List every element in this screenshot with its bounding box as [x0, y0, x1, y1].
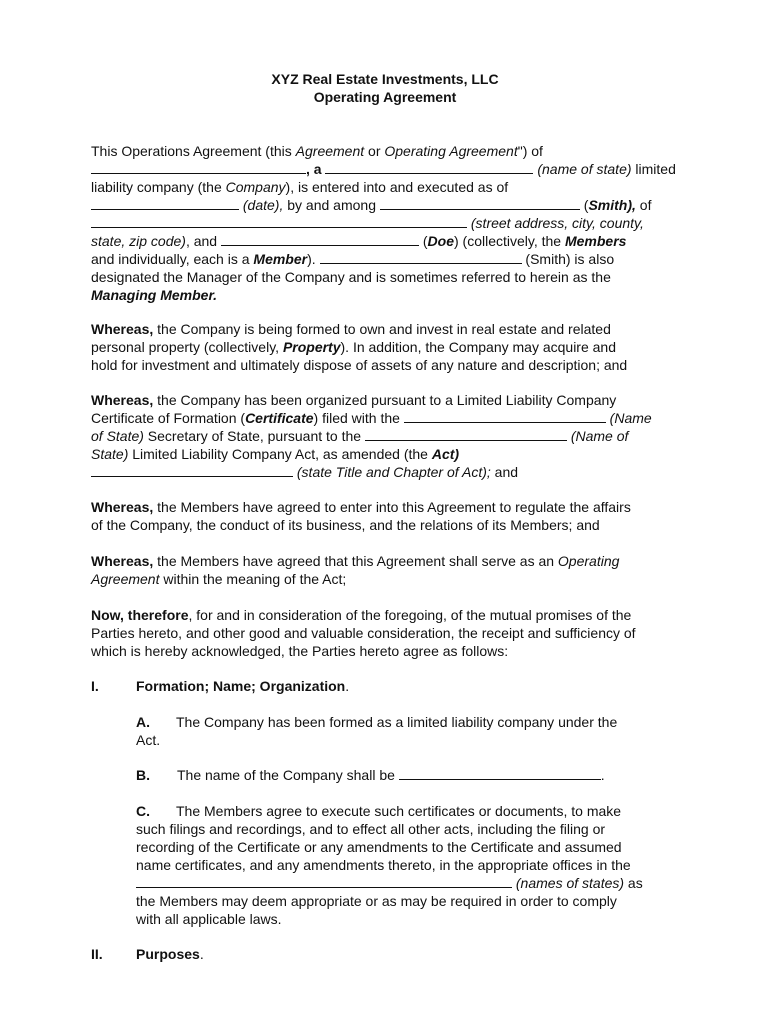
intro-line-1: This Operations Agreement (this Agreement or Operating Agreement") of [91, 143, 543, 159]
whereas4-line-1: Whereas, the Members have agreed that this Agreement shall serve as an Operating [91, 553, 620, 569]
intro-line-5: (street address, city, county, [91, 214, 644, 232]
section-1a-line-2: Act. [136, 732, 161, 748]
intro-line-3: liability company (the Company), is entered into and executed as of [91, 179, 509, 195]
address-blank[interactable] [91, 215, 467, 228]
section-1-heading: Formation; Name; Organization. [136, 678, 350, 694]
intro-line-7: and individually, each is a Member). (Smith) is also [91, 251, 615, 267]
doe-blank[interactable] [221, 233, 419, 246]
act-state-blank[interactable] [365, 428, 567, 441]
intro-line-2: , a (name of state) limited [91, 160, 676, 178]
section-1c-line-1: C. The Members agree to execute such certificates or documents, to make [136, 803, 622, 819]
date-blank[interactable] [91, 197, 239, 210]
section-2-number: II. [91, 946, 103, 962]
whereas2-line-4: State) Limited Liability Company Act, as amended (the Act) [91, 446, 460, 462]
whereas3-line-1: Whereas, the Members have agreed to enter into this Agreement to regulate the affairs [91, 499, 631, 515]
intro-line-9: Managing Member. [91, 287, 218, 303]
section-1c-line-7: with all applicable laws. [136, 911, 282, 927]
document-title: XYZ Real Estate Investments, LLC [271, 71, 499, 87]
whereas2-line-5: (state Title and Chapter of Act); and [91, 463, 518, 481]
whereas2-line-2: Certificate of Formation (Certificate) filed with the (Name [91, 410, 652, 426]
state-blank[interactable] [325, 161, 533, 174]
whereas1-line-1: Whereas, the Company is being formed to own and invest in real estate and related [91, 321, 611, 337]
section-1c-line-6: the Members may deem appropriate or as may be required in order to comply [136, 893, 617, 909]
states-blank[interactable] [136, 875, 512, 888]
smith-blank[interactable] [380, 197, 580, 210]
intro-line-4: (date), by and among (Smith), of [91, 196, 651, 214]
intro-line-6: state, zip code), and (Doe) (collectively, the Members [91, 233, 627, 249]
filing-state-blank[interactable] [404, 410, 606, 423]
section-1a-line-1: A. The Company has been formed as a limited liability company under the [136, 714, 618, 730]
nowtherefore-line-2: Parties hereto, and other good and valuable consideration, the receipt and sufficiency of [91, 625, 636, 641]
act-title-blank[interactable] [91, 464, 293, 477]
nowtherefore-line-3: which is hereby acknowledged, the Parties hereto agree as follows: [91, 643, 509, 659]
intro-line-8: designated the Manager of the Company and is sometimes referred to herein as the [91, 269, 611, 285]
company-name-blank[interactable] [91, 161, 306, 174]
whereas1-line-3: hold for investment and ultimately dispose of assets of any nature and description; and [91, 357, 628, 373]
section-1-number: I. [91, 678, 99, 694]
manager-blank[interactable] [320, 251, 522, 264]
section-2-heading: Purposes. [136, 946, 204, 962]
whereas2-line-1: Whereas, the Company has been organized pursuant to a Limited Liability Company [91, 392, 617, 408]
whereas4-line-2: Agreement within the meaning of the Act; [91, 571, 347, 587]
nowtherefore-line-1: Now, therefore, for and in consideration of the foregoing, of the mutual promises of the [91, 607, 632, 623]
section-1c-line-3: recording of the Certificate or any amendments to the Certificate and assumed [136, 839, 622, 855]
company-name-blank-2[interactable] [399, 767, 601, 780]
section-1b-line-1: B. The name of the Company shall be . [136, 767, 605, 783]
whereas2-line-3: of State) Secretary of State, pursuant to the (Name of [91, 428, 629, 444]
section-1c-line-5: (names of states) as [136, 874, 643, 892]
section-1c-line-4: name certificates, and any amendments thereto, in the appropriate offices in the [136, 857, 631, 873]
document-subtitle: Operating Agreement [313, 89, 457, 105]
section-1c-line-2: such filings and recordings, and to effect all other acts, including the filing or [136, 821, 606, 837]
whereas1-line-2: personal property (collectively, Property). In addition, the Company may acquire and [91, 339, 617, 355]
whereas3-line-2: of the Company, the conduct of its business, and the relations of its Members; and [91, 517, 600, 533]
